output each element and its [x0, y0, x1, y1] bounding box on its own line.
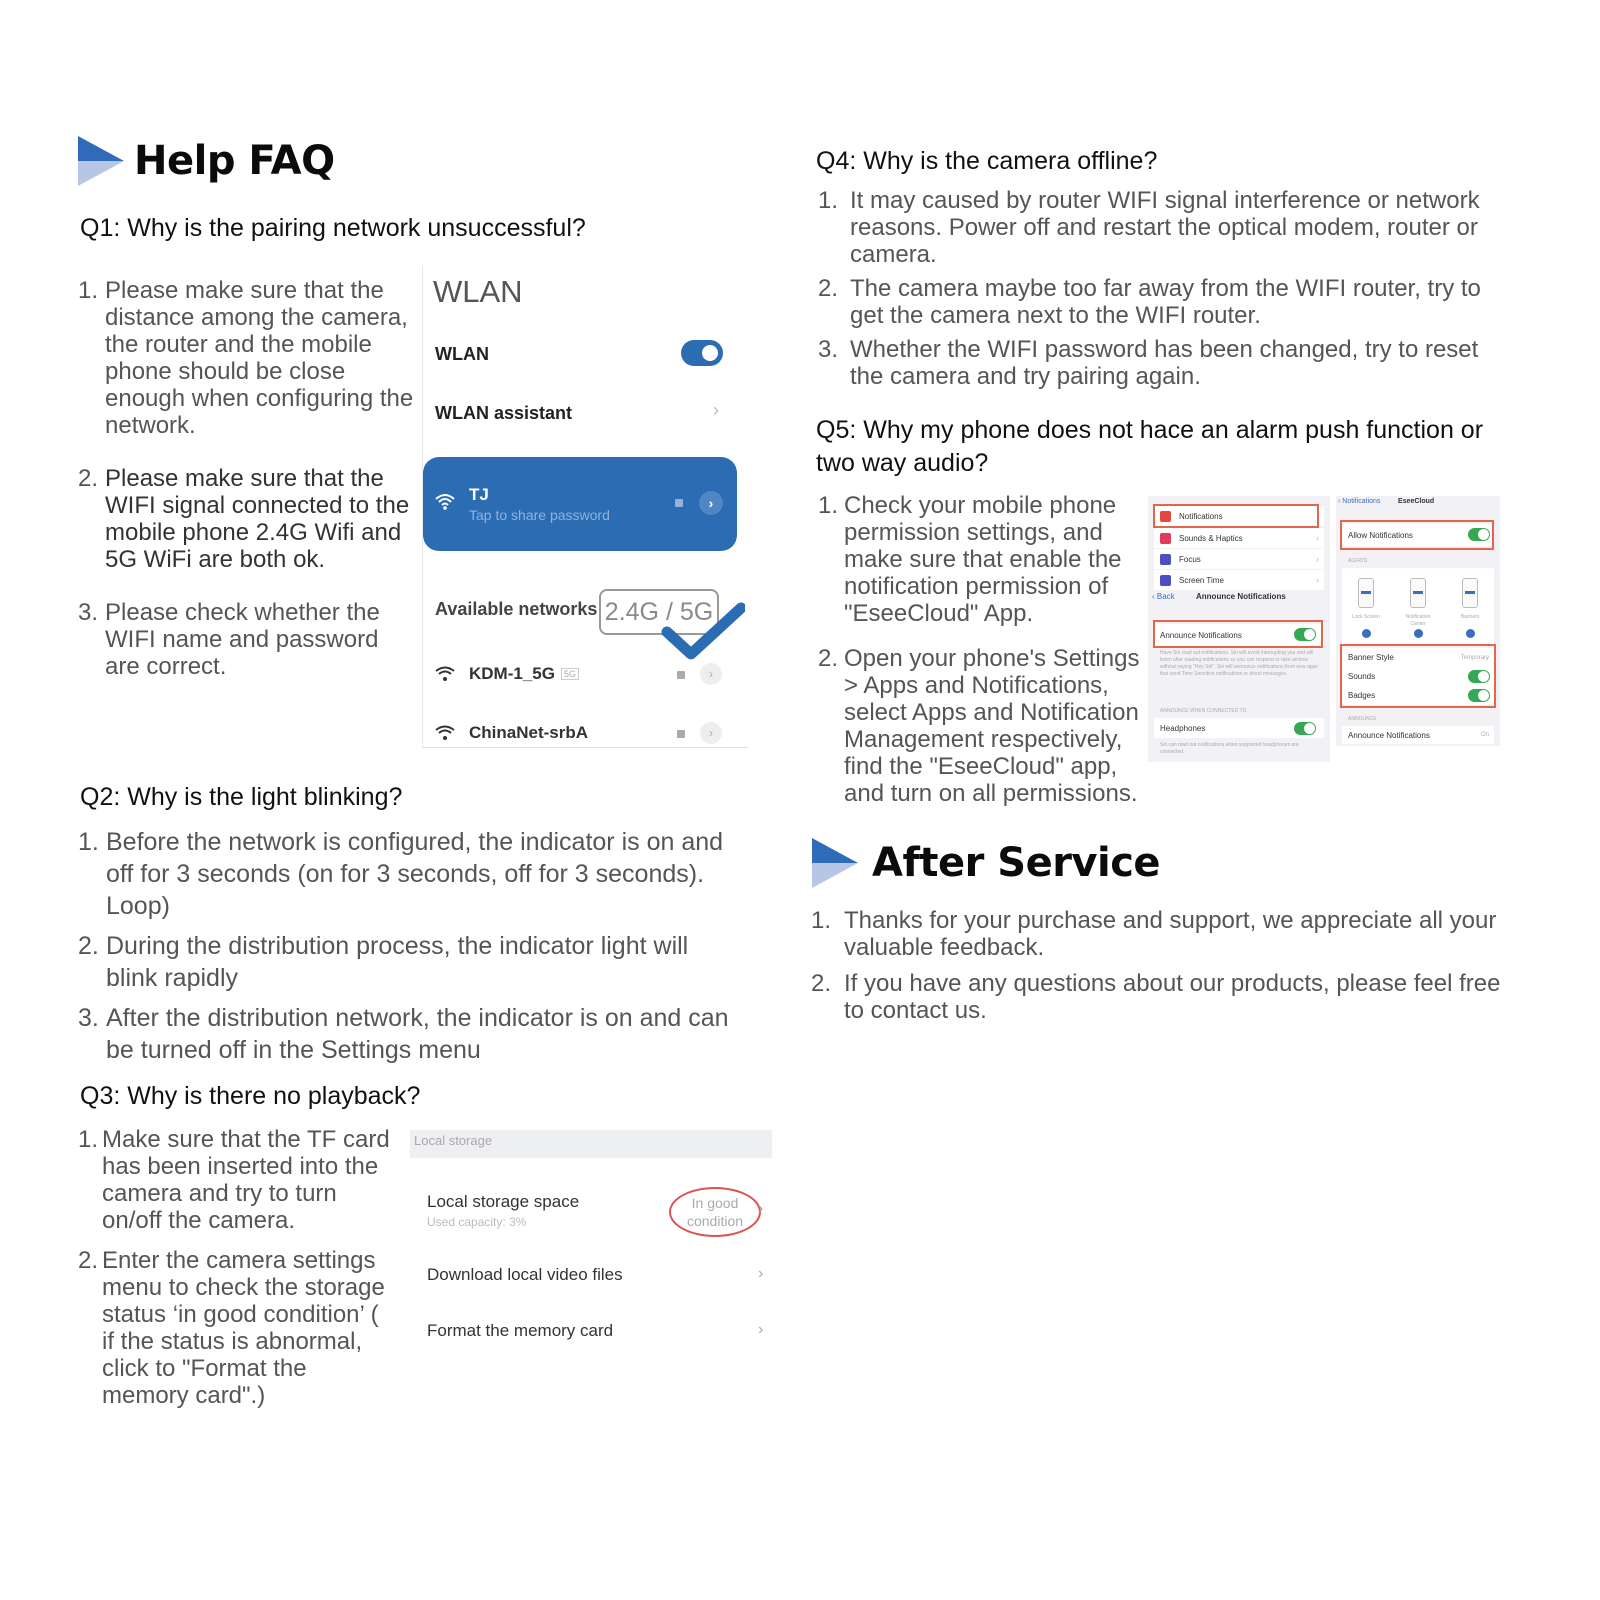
chevron-right-icon: › — [758, 1265, 764, 1282]
list-item: 2. During the distribution process, the indicator light will blink rapidly — [78, 932, 689, 992]
after-service-title: After Service — [872, 840, 1161, 886]
available-networks-label: Available networks — [435, 599, 598, 619]
banner-style-row[interactable]: Banner Style Temporary — [1342, 648, 1494, 667]
network-band-tag: 5G — [561, 668, 579, 680]
highlight-box — [1340, 520, 1494, 550]
app-title: EseeCloud — [1398, 498, 1435, 505]
banners-preview-icon — [1462, 578, 1478, 608]
list-item: 3. After the distribution network, the indicator is on and can be turned off in the Settings menu — [78, 1004, 729, 1064]
notification-center-preview-icon — [1410, 578, 1426, 608]
format-memory-card-item[interactable]: Format the memory card — [427, 1321, 614, 1340]
checkmark-icon — [661, 602, 745, 662]
alert-type-label: Lock Screen — [1352, 614, 1380, 620]
help-faq-header — [78, 136, 335, 186]
alerts-section-label: ALERTS — [1348, 558, 1368, 564]
q3-answer-list — [78, 1126, 396, 1422]
list-item: 3. Whether the WIFI password has been changed, try to reset the camera and try pairing again. — [818, 336, 1479, 390]
storage-section-header: Local storage — [410, 1130, 772, 1158]
chevron-right-icon: › — [1316, 575, 1319, 585]
alert-type-label: Banners — [1460, 614, 1480, 620]
ios-menu-screen-time[interactable]: Screen Time › — [1154, 570, 1324, 590]
list-item: 2. Open your phone's Settings > Apps and Notifications, select Apps and Notification Management respectively, find the "EseeCloud" app, and turn on all permissions. — [818, 645, 1140, 807]
local-storage-space-label[interactable]: Local storage space — [427, 1192, 580, 1211]
back-button[interactable]: ‹ Back — [1152, 592, 1175, 601]
q1-answer-list — [78, 277, 418, 706]
highlight-box — [1340, 644, 1496, 708]
lock-icon — [675, 499, 683, 507]
announce-notifications-row[interactable]: Announce Notifications On — [1342, 726, 1494, 744]
q5-answer-list — [818, 492, 1146, 825]
alert-type-label: Notification Center — [1405, 614, 1431, 627]
lock-icon — [677, 671, 685, 679]
network-row-chinanet[interactable] — [435, 723, 588, 743]
q1-question: Q1: Why is the pairing network unsuccessful? — [80, 214, 586, 242]
hourglass-icon — [1160, 575, 1171, 586]
used-capacity-text: Used capacity: 3% — [427, 1215, 527, 1229]
list-item: 2. Enter the camera settings menu to check the storage status ‘in good condition’ ( if the status is abnormal, click to "Format the memory card".) — [78, 1247, 385, 1409]
after-service-header — [812, 838, 1160, 888]
connected-network-name: TJ — [469, 485, 489, 504]
storage-status: In good condition — [669, 1187, 761, 1237]
allow-notifications-row[interactable]: Allow Notifications — [1342, 524, 1494, 546]
highlight-box — [1153, 620, 1323, 648]
wlan-toggle-label: WLAN — [435, 344, 489, 364]
wlan-screen-title: WLAN — [433, 274, 523, 309]
announce-notifications-row[interactable]: Announce Notifications — [1154, 624, 1324, 646]
play-triangle-icon — [78, 136, 124, 186]
ios-menu-notifications[interactable]: Notifications — [1154, 506, 1324, 526]
connected-network-subtitle: Tap to share password — [469, 507, 610, 523]
lock-screen-preview-icon — [1358, 578, 1374, 608]
list-item: 2. The camera maybe too far away from the WIFI router, try to get the camera next to the WIFI router. — [818, 275, 1481, 329]
help-faq-title: Help FAQ — [134, 138, 335, 184]
list-item: 1. Check your mobile phone permission settings, and make sure that enable the notification permission of "EseeCloud" App. — [818, 492, 1122, 627]
download-video-files-item[interactable]: Download local video files — [427, 1265, 623, 1284]
lock-icon — [677, 730, 685, 738]
connected-section-label: ANNOUNCE WHEN CONNECTED TO — [1160, 708, 1247, 714]
q2-answer-list — [78, 826, 738, 1074]
wlan-settings-screenshot — [422, 266, 748, 748]
moon-icon — [1160, 554, 1171, 565]
band-badge: 2.4G / 5G — [599, 589, 719, 635]
network-details-button[interactable]: › — [700, 663, 722, 685]
announce-section-label: ANNOUNCE — [1348, 716, 1377, 722]
checkbox-checked-icon[interactable] — [1414, 629, 1423, 638]
list-item: 3. Please check whether the WIFI name and password are correct. — [78, 599, 380, 680]
wifi-icon — [435, 666, 455, 682]
speaker-icon — [1160, 533, 1171, 544]
badges-row[interactable]: Badges — [1342, 686, 1494, 705]
chevron-right-icon: › — [1316, 554, 1319, 564]
checkbox-checked-icon[interactable] — [1466, 629, 1475, 638]
after-service-list — [811, 907, 1516, 1033]
ios-app-notifications-screenshot — [1336, 496, 1500, 746]
connected-network-card[interactable] — [423, 457, 737, 551]
announce-description: Have Siri read out notifications. Siri will avoid interrupting you and will listen after reading notifications so you can respond or take actions without saying "Hey Siri". Siri will announce notifications from new apps that send Time Sensitive notifications or direct messages. — [1160, 650, 1318, 677]
play-triangle-icon — [812, 838, 858, 888]
back-button[interactable]: ‹ Notifications — [1338, 498, 1381, 505]
sounds-row[interactable]: Sounds — [1342, 667, 1494, 686]
local-storage-screenshot — [410, 1128, 772, 1358]
announce-page-title: Announce Notifications — [1196, 592, 1286, 601]
network-name: ChinaNet-srbA — [469, 723, 589, 742]
list-item: 1. Before the network is configured, the indicator is on and off for 3 seconds (on for 3 seconds, off for 3 seconds). Loop) — [78, 828, 724, 920]
network-name: KDM-1_5G — [469, 664, 555, 683]
wifi-icon — [435, 493, 455, 511]
q4-answer-list — [818, 187, 1508, 397]
q2-question: Q2: Why is the light blinking? — [80, 783, 403, 811]
network-details-button[interactable]: › — [700, 722, 722, 744]
chevron-right-icon: › — [758, 1200, 764, 1217]
highlight-box — [1153, 504, 1319, 528]
checkbox-checked-icon[interactable] — [1362, 629, 1371, 638]
wifi-icon — [435, 725, 455, 741]
chevron-right-icon: › — [758, 1321, 764, 1338]
headphones-description: Siri can read out notifications when supported headphones are connected. — [1160, 742, 1299, 755]
chevron-right-icon: › — [713, 400, 719, 420]
wlan-assistant-label[interactable]: WLAN assistant — [435, 403, 573, 423]
ios-menu-sounds[interactable]: Sounds & Haptics › — [1154, 528, 1324, 548]
network-row-kdm[interactable] — [435, 664, 579, 684]
q3-question: Q3: Why is there no playback? — [80, 1082, 421, 1110]
list-item: 2. Please make sure that the WIFI signal connected to the mobile phone 2.4G Wifi and 5G WiFi are both ok. — [78, 465, 410, 573]
ios-menu-focus[interactable]: Focus › — [1154, 549, 1324, 569]
headphones-row[interactable]: Headphones — [1154, 718, 1324, 738]
list-item: 1. Make sure that the TF card has been inserted into the camera and try to turn on/off the camera. — [78, 1126, 390, 1234]
network-details-button[interactable]: › — [699, 491, 723, 515]
list-item: 1. Please make sure that the distance among the camera, the router and the mobile phone should be close enough when configuring the network. — [78, 277, 414, 439]
q5-question: Q5: Why my phone does not hace an alarm push function or two way audio? — [816, 416, 1484, 477]
ios-settings-screenshot — [1148, 496, 1330, 762]
q4-question: Q4: Why is the camera offline? — [816, 147, 1158, 175]
list-item: 1. It may caused by router WIFI signal interference or network reasons. Power off and restart the optical modem, router or camera. — [818, 187, 1480, 268]
headphones-toggle[interactable] — [1294, 722, 1316, 735]
list-item: 2. If you have any questions about our products, please feel free to contact us. — [811, 970, 1501, 1024]
list-item: 1. Thanks for your purchase and support, we appreciate all your valuable feedback. — [811, 907, 1497, 961]
wlan-toggle[interactable] — [681, 340, 723, 366]
chevron-right-icon: › — [1316, 533, 1319, 543]
